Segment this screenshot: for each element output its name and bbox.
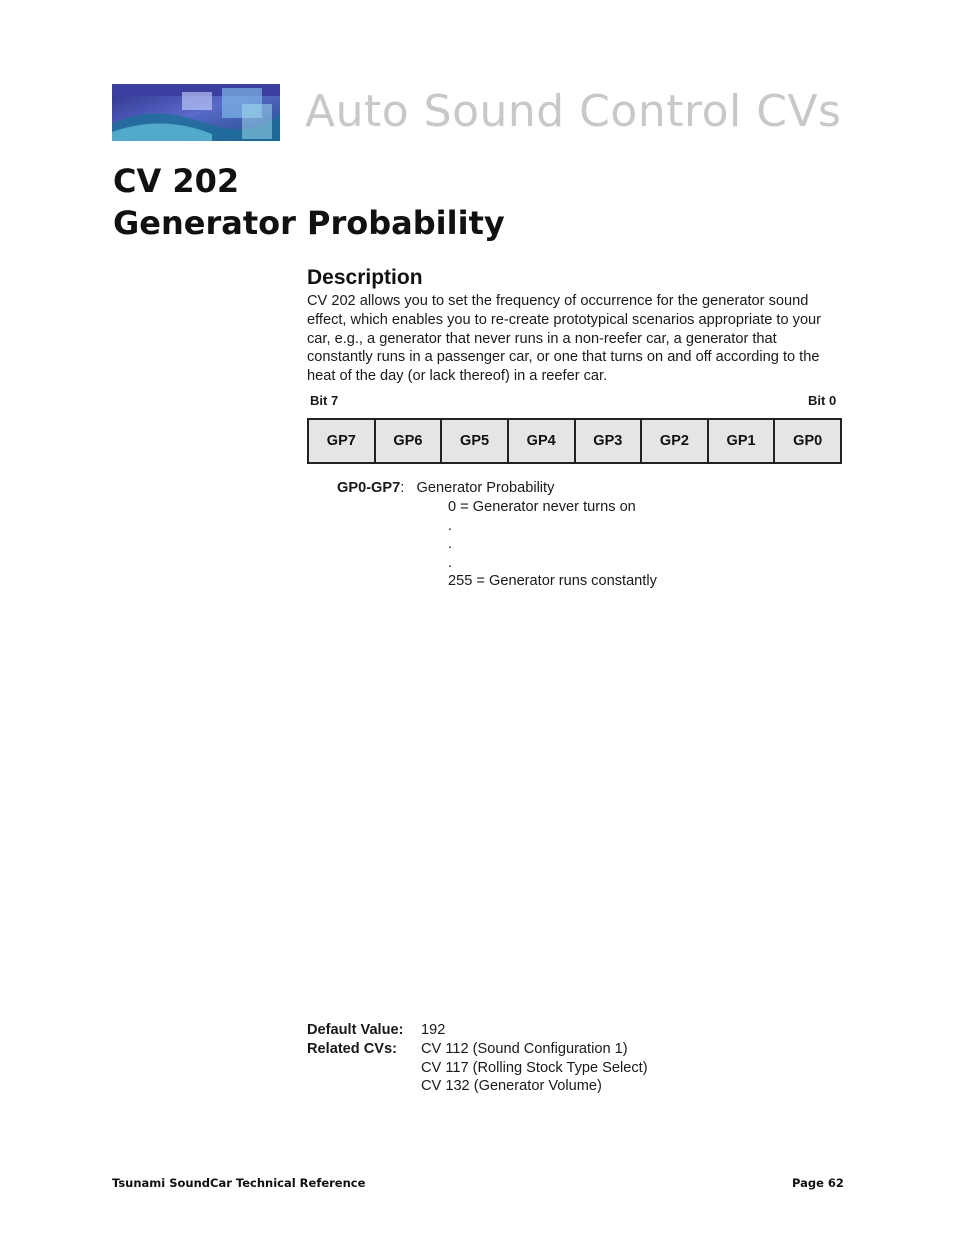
bit-cell-gp0: GP0 — [775, 420, 840, 462]
related-cvs-label: Related CVs: — [307, 1040, 398, 1057]
field-separator: : — [400, 480, 405, 496]
bit-cell-gp4: GP4 — [509, 420, 576, 462]
related-cv-item: CV 112 (Sound Configuration 1) — [421, 1040, 628, 1057]
description-text: CV 202 allows you to set the frequency of occurrence for the generator sound effect, which enables you to re-create prototypical scenarios appropriate to your car, e.g., a generator that never runs in a non-reefer car, a generator that constantly runs in a passenger car, or one that turns on and off according to the heat of the day (or lack thereof) in a reefer car. — [307, 293, 822, 385]
footer-document-title: Tsunami SoundCar Technical Reference — [112, 1176, 366, 1190]
footer-page-number: Page 62 — [792, 1176, 844, 1190]
register-bit-table — [307, 418, 842, 464]
related-cvs-list — [421, 1040, 648, 1096]
related-cv-item: CV 117 (Rolling Stock Type Select) — [421, 1059, 648, 1076]
cv-number: CV 202 — [113, 162, 240, 200]
value-line: . — [448, 554, 453, 571]
cv-title — [113, 160, 505, 244]
related-cv-item: CV 132 (Generator Volume) — [421, 1078, 602, 1095]
field-values — [448, 498, 657, 591]
bit-low-label: Bit 0 — [808, 393, 837, 408]
bit-cell-gp7: GP7 — [309, 420, 376, 462]
default-value-label: Default Value: — [307, 1022, 404, 1038]
defaults-section — [307, 1021, 648, 1096]
bit-cell-gp6: GP6 — [376, 420, 443, 462]
value-line: . — [448, 536, 453, 553]
cv-name: Generator Probability — [113, 204, 505, 242]
bit-cell-gp2: GP2 — [642, 420, 709, 462]
header-photo — [112, 84, 280, 141]
field-name: GP0-GP7 — [337, 480, 401, 496]
section-title: Auto Sound Control CVs — [305, 86, 842, 137]
field-description — [337, 479, 554, 498]
bit-cell-gp3: GP3 — [576, 420, 643, 462]
value-line: 0 = Generator never turns on — [448, 499, 636, 515]
bit-high-label: Bit 7 — [310, 393, 339, 408]
description-heading: Description — [307, 266, 423, 289]
field-label: Generator Probability — [416, 480, 555, 496]
bit-cell-gp1: GP1 — [709, 420, 776, 462]
default-value: 192 — [421, 1022, 446, 1038]
bit-cell-gp5: GP5 — [442, 420, 509, 462]
value-line: 255 = Generator runs constantly — [448, 573, 657, 590]
value-line: . — [448, 517, 453, 534]
